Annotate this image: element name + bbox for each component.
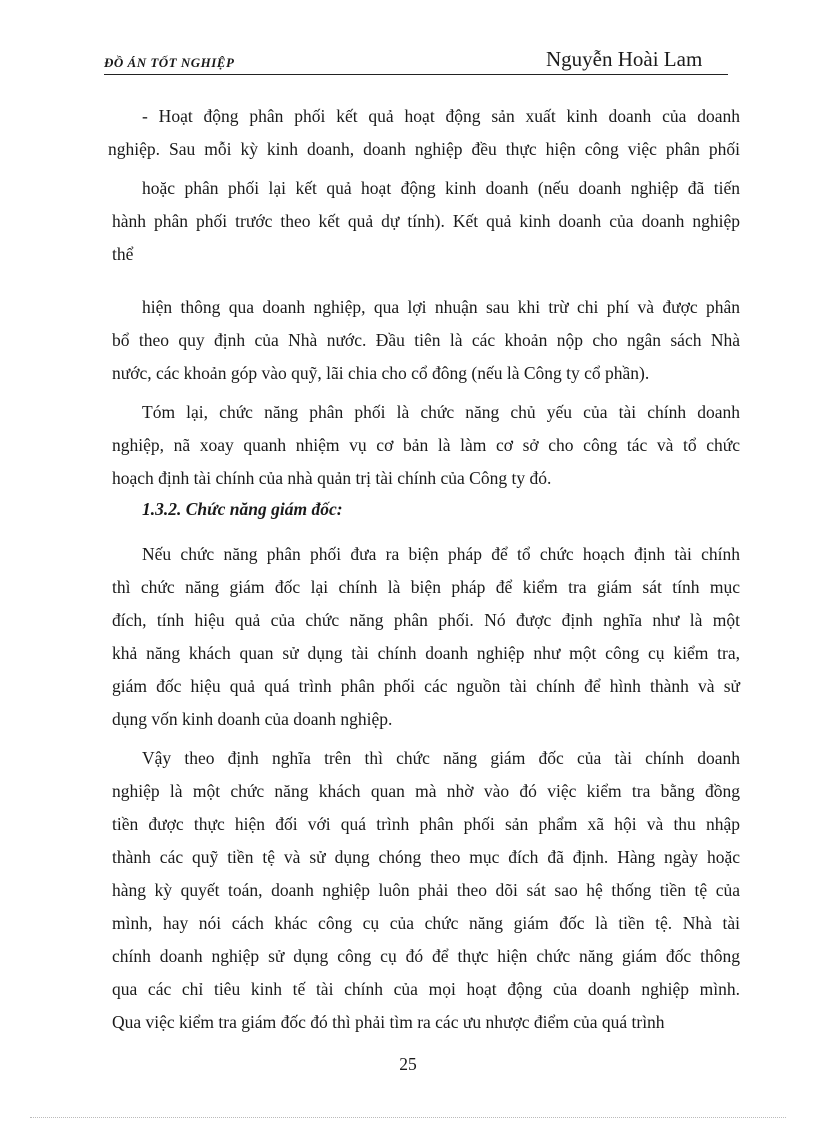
document-body	[108, 100, 740, 1039]
header-title: ĐỒ ÁN TỐT NGHIỆP	[104, 55, 235, 70]
page-bottom-divider	[30, 1117, 786, 1118]
header-author: Nguyễn Hoài Lam	[546, 47, 703, 71]
text-line: hành phân phối trước theo kết quả dự tính). Kết quả kinh doanh của doanh nghiệp	[112, 211, 740, 231]
text-line: hoặc phân phối lại kết quả hoạt động kinh doanh (nếu doanh nghiệp đã tiến	[142, 178, 740, 198]
text-line: chính doanh nghiệp sử dụng công cụ đó để thực hiện chức năng giám đốc thông	[112, 946, 740, 966]
text-line: mình, hay nói cách khác công cụ của chức năng giám đốc là tiền tệ. Nhà tài	[112, 913, 740, 933]
text-line: hiện thông qua doanh nghiệp, qua lợi nhuận sau khi trừ chi phí và được phân	[142, 297, 740, 317]
text-line: tiền được thực hiện đối với quá trình phân phối sản phẩm xã hội và thu nhập	[112, 814, 740, 834]
text-line: nghiệp là một chức năng khách quan mà nhờ vào đó việc kiểm tra bằng đồng	[112, 781, 740, 801]
paragraph-6	[112, 742, 740, 1039]
text-line: thì chức năng giám đốc lại chính là biện pháp để kiểm tra giám sát tính mục	[112, 577, 740, 597]
text-line: Vậy theo định nghĩa trên thì chức năng giám đốc của tài chính doanh	[142, 748, 740, 768]
paragraph-5	[112, 538, 740, 736]
page-header	[104, 44, 728, 75]
text-line: thể	[112, 244, 134, 264]
text-line: nghiệp. Sau mỗi kỳ kinh doanh, doanh nghiệp đều thực hiện công việc phân phối	[108, 139, 740, 159]
text-line: dụng vốn kinh doanh của doanh nghiệp.	[112, 709, 393, 729]
text-line: giám đốc hiệu quả quá trình phân phối các nguồn tài chính để hình thành và sử	[112, 676, 740, 696]
paragraph-4	[112, 396, 740, 495]
text-line: thành các quỹ tiền tệ và sử dụng chóng theo mục đích đã định. Hàng ngày hoặc	[112, 847, 740, 867]
text-line: - Hoạt động phân phối kết quả hoạt động sản xuất kinh doanh của doanh	[142, 106, 740, 126]
text-line: hoạch định tài chính của nhà quản trị tài chính của Công ty đó.	[112, 468, 552, 488]
text-line: Qua việc kiểm tra giám đốc đó thì phải tìm ra các ưu nhược điểm của quá trình	[112, 1012, 665, 1032]
page-number: 25	[399, 1054, 417, 1074]
paragraph-2	[112, 172, 740, 271]
text-line: khả năng khách quan sử dụng tài chính doanh nghiệp như một công cụ kiểm tra,	[112, 643, 740, 663]
section-heading: 1.3.2. Chức năng giám đốc:	[142, 499, 343, 519]
text-line: Tóm lại, chức năng phân phối là chức năng chủ yếu của tài chính doanh	[142, 402, 740, 422]
text-line: Nếu chức năng phân phối đưa ra biện pháp để tổ chức hoạch định tài chính	[142, 544, 740, 564]
text-line: hàng kỳ quyết toán, doanh nghiệp luôn phải theo dõi sát sao hệ thống tiền tệ của	[112, 880, 740, 900]
text-line: bổ theo quy định của Nhà nước. Đầu tiên là các khoản nộp cho ngân sách Nhà	[112, 330, 740, 350]
text-line: nghiệp, nã xoay quanh nhiệm vụ cơ bản là làm cơ sở cho công tác và tổ chức	[112, 435, 740, 455]
text-line: đích, tính hiệu quả của chức năng phân phối. Nó được định nghĩa như là một	[112, 610, 740, 630]
paragraph-3	[112, 291, 740, 390]
text-line: qua các chỉ tiêu kinh tế tài chính của mọi hoạt động của doanh nghiệp mình.	[112, 979, 740, 999]
text-line: nước, các khoản góp vào quỹ, lãi chia cho cổ đông (nếu là Công ty cổ phần).	[112, 363, 650, 383]
paragraph-1	[108, 100, 740, 166]
